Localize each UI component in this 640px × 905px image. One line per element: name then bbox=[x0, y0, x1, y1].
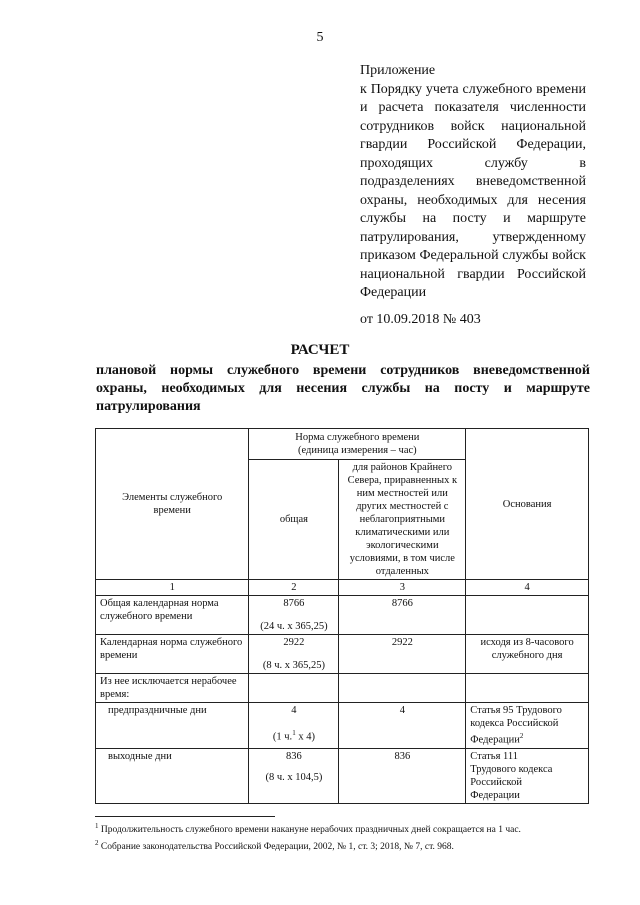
row-element bbox=[96, 703, 249, 749]
header-norm-group: Норма служебного времени (единица измерения – час) bbox=[249, 429, 466, 460]
header-basis: Основания bbox=[466, 429, 589, 580]
col-number: 3 bbox=[339, 580, 466, 596]
row-element: Календарная норма служебного времени bbox=[96, 635, 249, 674]
calc-pre: (1 ч. bbox=[272, 731, 293, 743]
footnote-mark: 1 bbox=[95, 822, 99, 830]
footnote-mark: 2 bbox=[95, 839, 99, 848]
row-element: Общая календарная норма служебного времени bbox=[96, 596, 249, 635]
row-general bbox=[249, 703, 339, 749]
row-general-value: 2922 bbox=[283, 637, 305, 648]
footnote-2 bbox=[95, 837, 589, 854]
row-basis: исходя из 8-часового служебного дня bbox=[466, 635, 589, 674]
header-elements: Элементы служебного времени bbox=[96, 429, 249, 580]
calc-post: х 4) bbox=[295, 731, 315, 743]
footnote-text: Продолжительность служебного времени накануне нерабочих праздничных дней сокращается на 1 час. bbox=[98, 825, 521, 836]
row-element-text: выходные дни bbox=[108, 750, 172, 762]
header-general: общая bbox=[249, 460, 339, 580]
appendix-block bbox=[360, 62, 586, 329]
row-general bbox=[249, 674, 339, 703]
row-general-value: 4 bbox=[291, 705, 297, 716]
row-north: 836 bbox=[339, 748, 466, 803]
page-number: 5 bbox=[316, 30, 324, 45]
appendix-body: к Порядку учета служебного времени и расчета показателя численности сотрудников войск национальной гвардии Российской Федерации, проходящих службу в подразделениях вневедомственной охраны, необходимых для несения службы на посту и маршруте патрулирования, утвержденному приказом Федеральной службы войск национальной гвардии Российской Федерации bbox=[360, 81, 586, 300]
footnotes bbox=[95, 816, 589, 854]
row-element-text: предпраздничные дни bbox=[108, 705, 207, 716]
row-element bbox=[96, 748, 249, 803]
row-general bbox=[249, 748, 339, 803]
footnote-ref: 1 bbox=[292, 729, 296, 737]
row-general-value: 8766 bbox=[283, 598, 305, 609]
row-general-calc bbox=[253, 727, 334, 744]
footnote-ref: 2 bbox=[519, 732, 524, 740]
footnote-text: Собрание законодательства Российской Федерации, 2002, № 1, ст. 3; 2018, № 7, ст. 968. bbox=[98, 842, 454, 853]
row-basis bbox=[466, 596, 589, 635]
table-row bbox=[96, 674, 589, 703]
table-row bbox=[96, 748, 589, 803]
document-title: РАСЧЕТ bbox=[290, 342, 350, 358]
norm-table bbox=[95, 428, 589, 804]
row-general-calc: (8 ч. х 365,25) bbox=[262, 660, 325, 671]
appendix-order: от 10.09.2018 № 403 bbox=[360, 311, 481, 327]
table-row bbox=[96, 703, 589, 749]
row-basis-text: Статья 95 Трудового кодекса Российской Федерации bbox=[470, 705, 562, 746]
row-north bbox=[339, 674, 466, 703]
row-general-value: 836 bbox=[286, 750, 302, 762]
row-basis bbox=[466, 674, 589, 703]
appendix-title: Приложение bbox=[360, 63, 436, 78]
row-general bbox=[249, 635, 339, 674]
table-header-row bbox=[96, 429, 589, 460]
row-basis bbox=[466, 703, 589, 749]
footnote-divider bbox=[95, 816, 275, 817]
table-row bbox=[96, 596, 589, 635]
row-north: 8766 bbox=[339, 596, 466, 635]
document-subtitle: плановой нормы служебного времени сотрудников вневедомственной охраны, необходимых для несения службы на посту и маршруте патрулирования bbox=[96, 363, 590, 414]
row-general bbox=[249, 596, 339, 635]
header-north: для районов Крайнего Севера, приравненных к ним местностей или других местностей с неблагоприятными климатическими или экологическими условиями, в том числе отдаленных bbox=[339, 460, 466, 580]
row-north: 2922 bbox=[339, 635, 466, 674]
col-number: 4 bbox=[466, 580, 589, 596]
row-basis: Статья 111 Трудового кодекса Российской Федерации bbox=[466, 748, 589, 803]
column-number-row bbox=[96, 580, 589, 596]
row-general-calc: (24 ч. х 365,25) bbox=[260, 621, 328, 632]
row-element: Из нее исключается нерабочее время: bbox=[96, 674, 249, 703]
row-north: 4 bbox=[339, 703, 466, 749]
footnote-1 bbox=[95, 820, 589, 837]
col-number: 2 bbox=[249, 580, 339, 596]
table-row bbox=[96, 635, 589, 674]
row-general-calc: (8 ч. х 104,5) bbox=[265, 771, 323, 783]
col-number: 1 bbox=[96, 580, 249, 596]
